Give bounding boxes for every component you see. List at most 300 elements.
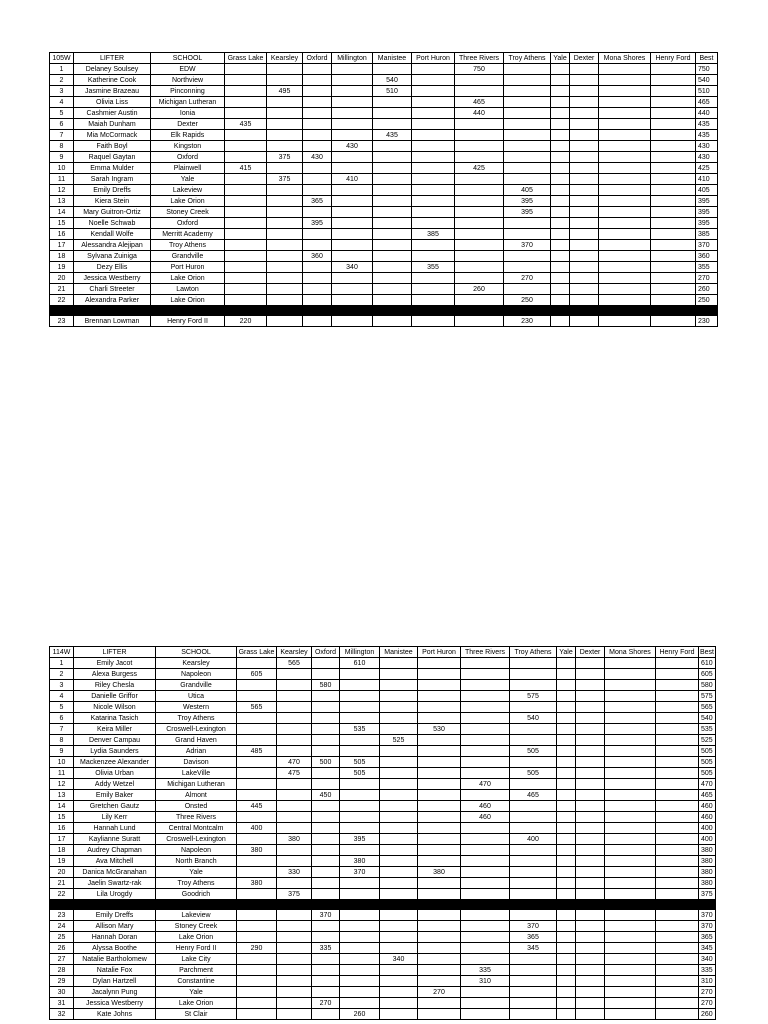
cell-millington <box>332 229 373 240</box>
cell-grass-lake <box>225 64 267 75</box>
cell-oxford <box>312 932 340 943</box>
cell-port-huron <box>412 284 455 295</box>
cell-manistee <box>373 316 412 327</box>
cell-henry-ford <box>651 251 696 262</box>
cell-school: Henry Ford II <box>156 943 237 954</box>
cell-millington <box>340 746 380 757</box>
cell-mona-shores <box>599 97 651 108</box>
cell-rank: 14 <box>50 801 74 812</box>
cell-millington <box>340 801 380 812</box>
cell-millington <box>340 976 380 987</box>
cell-mona-shores <box>605 943 656 954</box>
cell-best: 460 <box>699 801 716 812</box>
table-row <box>50 240 718 251</box>
cell-mona-shores <box>605 976 656 987</box>
table-row <box>50 251 718 262</box>
cell-best: 440 <box>696 108 718 119</box>
cell-henry-ford <box>656 910 699 921</box>
cell-yale <box>557 954 576 965</box>
table-row <box>50 823 716 834</box>
cell-manistee <box>380 932 418 943</box>
cell-grass-lake <box>225 240 267 251</box>
cell-yale <box>557 856 576 867</box>
table-row <box>50 669 716 680</box>
cell-kearsley <box>277 910 312 921</box>
cell-mona-shores <box>605 954 656 965</box>
cell-three-rivers <box>455 196 504 207</box>
table-row <box>50 196 718 207</box>
cell-port-huron <box>412 251 455 262</box>
cell-manistee <box>373 295 412 306</box>
cell-oxford <box>312 669 340 680</box>
cell-yale <box>557 768 576 779</box>
cell-dexter <box>570 97 599 108</box>
cell-millington <box>340 943 380 954</box>
cell-troy-athens <box>510 878 557 889</box>
cell-dexter <box>570 240 599 251</box>
cell-troy-athens <box>510 856 557 867</box>
cell-oxford <box>303 273 332 284</box>
cell-mona-shores <box>605 779 656 790</box>
cell-kearsley <box>267 64 303 75</box>
cell-millington <box>340 910 380 921</box>
cell-manistee <box>373 196 412 207</box>
cell-oxford <box>303 130 332 141</box>
cell-rank: 16 <box>50 823 74 834</box>
cell-lifter: Alexa Burgess <box>74 669 156 680</box>
cell-oxford: 270 <box>312 998 340 1009</box>
cell-henry-ford <box>656 867 699 878</box>
table-row <box>50 141 718 152</box>
cell-henry-ford <box>656 932 699 943</box>
cell-kearsley <box>267 163 303 174</box>
table-row <box>50 119 718 130</box>
cell-henry-ford <box>656 702 699 713</box>
cell-kearsley <box>267 119 303 130</box>
cell-rank: 25 <box>50 932 74 943</box>
cell-dexter <box>570 108 599 119</box>
cell-kearsley <box>277 965 312 976</box>
cell-troy-athens <box>510 965 557 976</box>
cell-mona-shores <box>599 240 651 251</box>
table-row <box>50 218 718 229</box>
cell-port-huron <box>418 702 461 713</box>
cell-oxford <box>312 724 340 735</box>
cell-rank: 24 <box>50 921 74 932</box>
cell-yale <box>557 801 576 812</box>
cell-mona-shores <box>599 141 651 152</box>
cell-port-huron <box>418 757 461 768</box>
cell-henry-ford <box>656 768 699 779</box>
cell-dexter <box>570 262 599 273</box>
ranking-table-114w <box>49 646 716 1020</box>
cell-grass-lake <box>225 196 267 207</box>
cell-port-huron <box>412 185 455 196</box>
cell-best: 395 <box>696 196 718 207</box>
cell-kearsley <box>267 316 303 327</box>
cell-manistee: 340 <box>380 954 418 965</box>
cell-school: Yale <box>151 174 225 185</box>
cell-kearsley: 330 <box>277 867 312 878</box>
cell-kearsley <box>277 735 312 746</box>
cell-rank: 5 <box>50 702 74 713</box>
cell-henry-ford <box>656 658 699 669</box>
cell-three-rivers <box>461 823 510 834</box>
cell-manistee <box>380 669 418 680</box>
cell-manistee <box>380 702 418 713</box>
cell-best: 395 <box>696 218 718 229</box>
cell-dexter <box>576 669 605 680</box>
cell-best: 405 <box>696 185 718 196</box>
cell-three-rivers <box>461 680 510 691</box>
cell-best: 380 <box>699 867 716 878</box>
cell-port-huron <box>418 812 461 823</box>
header-dexter: Dexter <box>570 53 599 64</box>
cell-best: 365 <box>699 932 716 943</box>
cell-dexter <box>570 141 599 152</box>
cell-best: 395 <box>696 207 718 218</box>
header-row <box>50 647 716 658</box>
cell-yale <box>557 932 576 943</box>
cell-lifter: Kate Johns <box>74 1009 156 1020</box>
cell-kearsley <box>277 932 312 943</box>
cell-mona-shores <box>605 845 656 856</box>
cell-grass-lake <box>237 735 277 746</box>
cell-rank: 19 <box>50 262 74 273</box>
cell-rank: 3 <box>50 86 74 97</box>
cell-millington <box>340 713 380 724</box>
cell-rank: 13 <box>50 790 74 801</box>
cell-port-huron <box>418 713 461 724</box>
cell-troy-athens: 270 <box>504 273 551 284</box>
cell-rank: 19 <box>50 856 74 867</box>
cell-yale <box>551 185 570 196</box>
cell-three-rivers: 465 <box>455 97 504 108</box>
cell-millington <box>340 823 380 834</box>
separator-bar <box>50 900 716 910</box>
cell-kearsley: 375 <box>277 889 312 900</box>
cell-millington <box>340 779 380 790</box>
cell-oxford <box>312 976 340 987</box>
cell-mona-shores <box>599 119 651 130</box>
cell-oxford <box>303 141 332 152</box>
cell-yale <box>551 196 570 207</box>
cell-troy-athens <box>504 262 551 273</box>
cell-manistee <box>373 218 412 229</box>
cell-lifter: Kaylianne Suratt <box>74 834 156 845</box>
cell-three-rivers: 750 <box>455 64 504 75</box>
cell-rank: 7 <box>50 724 74 735</box>
cell-dexter <box>576 998 605 1009</box>
cell-school: Croswell-Lexington <box>156 724 237 735</box>
header-troy-athens: Troy Athens <box>504 53 551 64</box>
cell-troy-athens <box>504 75 551 86</box>
cell-manistee <box>380 691 418 702</box>
cell-dexter <box>576 976 605 987</box>
cell-port-huron <box>412 295 455 306</box>
cell-grass-lake <box>225 130 267 141</box>
cell-rank: 8 <box>50 735 74 746</box>
table-row <box>50 921 716 932</box>
cell-kearsley <box>267 130 303 141</box>
cell-oxford <box>312 987 340 998</box>
cell-port-huron: 380 <box>418 867 461 878</box>
cell-port-huron: 385 <box>412 229 455 240</box>
cell-oxford: 335 <box>312 943 340 954</box>
cell-best: 380 <box>699 878 716 889</box>
cell-port-huron <box>412 174 455 185</box>
cell-mona-shores <box>605 713 656 724</box>
table-row <box>50 867 716 878</box>
cell-grass-lake <box>225 262 267 273</box>
cell-port-huron <box>412 240 455 251</box>
cell-port-huron <box>418 779 461 790</box>
cell-yale <box>551 163 570 174</box>
cell-kearsley <box>267 229 303 240</box>
cell-kearsley: 475 <box>277 768 312 779</box>
cell-school: North Branch <box>156 856 237 867</box>
cell-best: 340 <box>699 954 716 965</box>
cell-school: Grandville <box>151 251 225 262</box>
table-row <box>50 878 716 889</box>
cell-lifter: Gretchen Gautz <box>74 801 156 812</box>
cell-troy-athens <box>510 987 557 998</box>
cell-best: 505 <box>699 757 716 768</box>
cell-best: 310 <box>699 976 716 987</box>
cell-rank: 9 <box>50 746 74 757</box>
cell-manistee <box>380 889 418 900</box>
cell-yale <box>557 867 576 878</box>
cell-port-huron <box>412 130 455 141</box>
table-row <box>50 845 716 856</box>
cell-lifter: Olivia Liss <box>74 97 151 108</box>
table-row <box>50 185 718 196</box>
table-row <box>50 965 716 976</box>
cell-lifter: Jasmine Brazeau <box>74 86 151 97</box>
cell-kearsley <box>267 262 303 273</box>
table-row <box>50 262 718 273</box>
cell-school: Lake Orion <box>151 295 225 306</box>
cell-three-rivers <box>461 658 510 669</box>
cell-yale <box>551 108 570 119</box>
cell-yale <box>551 295 570 306</box>
cell-lifter: Audrey Chapman <box>74 845 156 856</box>
cell-port-huron <box>412 163 455 174</box>
cell-kearsley <box>277 801 312 812</box>
cell-best: 540 <box>699 713 716 724</box>
cell-yale <box>557 779 576 790</box>
cell-kearsley <box>277 823 312 834</box>
cell-rank: 29 <box>50 976 74 987</box>
cell-port-huron <box>418 943 461 954</box>
cell-troy-athens: 505 <box>510 768 557 779</box>
cell-port-huron <box>418 976 461 987</box>
cell-three-rivers <box>455 185 504 196</box>
cell-henry-ford <box>656 724 699 735</box>
cell-rank: 15 <box>50 812 74 823</box>
cell-troy-athens: 370 <box>504 240 551 251</box>
cell-manistee <box>380 998 418 1009</box>
cell-yale <box>557 1009 576 1020</box>
cell-best: 525 <box>699 735 716 746</box>
cell-troy-athens <box>510 1009 557 1020</box>
table-row <box>50 856 716 867</box>
cell-manistee <box>373 97 412 108</box>
cell-millington <box>332 86 373 97</box>
cell-port-huron <box>418 998 461 1009</box>
table-row <box>50 757 716 768</box>
cell-best: 430 <box>696 152 718 163</box>
cell-port-huron <box>418 790 461 801</box>
cell-lifter: Charli Streeter <box>74 284 151 295</box>
cell-troy-athens <box>504 284 551 295</box>
cell-yale <box>551 218 570 229</box>
cell-kearsley: 565 <box>277 658 312 669</box>
cell-port-huron <box>412 207 455 218</box>
cell-three-rivers <box>461 943 510 954</box>
table-row <box>50 64 718 75</box>
cell-school: Croswell-Lexington <box>156 834 237 845</box>
header-three-rivers: Three Rivers <box>461 647 510 658</box>
cell-three-rivers <box>461 932 510 943</box>
cell-millington <box>332 163 373 174</box>
cell-rank: 7 <box>50 130 74 141</box>
cell-mona-shores <box>605 856 656 867</box>
table-row <box>50 691 716 702</box>
cell-troy-athens <box>510 724 557 735</box>
cell-three-rivers <box>461 790 510 801</box>
cell-mona-shores <box>605 878 656 889</box>
cell-lifter: Danielle Griffor <box>74 691 156 702</box>
cell-kearsley <box>267 273 303 284</box>
cell-manistee <box>380 658 418 669</box>
cell-troy-athens <box>504 130 551 141</box>
cell-millington <box>340 965 380 976</box>
cell-yale <box>557 976 576 987</box>
cell-rank: 14 <box>50 207 74 218</box>
cell-millington: 610 <box>340 658 380 669</box>
cell-manistee <box>380 812 418 823</box>
cell-port-huron <box>418 691 461 702</box>
cell-henry-ford <box>656 812 699 823</box>
cell-kearsley: 375 <box>267 174 303 185</box>
cell-lifter: Ava Mitchell <box>74 856 156 867</box>
cell-grass-lake <box>237 921 277 932</box>
cell-yale <box>551 316 570 327</box>
cell-troy-athens <box>510 801 557 812</box>
cell-henry-ford <box>651 75 696 86</box>
cell-rank: 22 <box>50 889 74 900</box>
cell-rank: 30 <box>50 987 74 998</box>
header-best: Best <box>696 53 718 64</box>
cell-rank: 8 <box>50 141 74 152</box>
table-row <box>50 163 718 174</box>
cell-yale <box>557 669 576 680</box>
cell-yale <box>557 823 576 834</box>
cell-best: 375 <box>699 889 716 900</box>
cell-yale <box>557 812 576 823</box>
cell-mona-shores <box>599 174 651 185</box>
cell-oxford <box>312 878 340 889</box>
cell-grass-lake <box>237 768 277 779</box>
cell-mona-shores <box>605 746 656 757</box>
header-port-huron: Port Huron <box>418 647 461 658</box>
cell-port-huron <box>412 75 455 86</box>
cell-troy-athens <box>504 229 551 240</box>
cell-lifter: Jessica Westberry <box>74 998 156 1009</box>
cell-best: 270 <box>699 987 716 998</box>
cell-manistee <box>380 680 418 691</box>
table-row <box>50 746 716 757</box>
cell-lifter: Delaney Soulsey <box>74 64 151 75</box>
cell-grass-lake <box>237 691 277 702</box>
cell-manistee <box>380 834 418 845</box>
cell-three-rivers: 310 <box>461 976 510 987</box>
cell-school: LakeVille <box>156 768 237 779</box>
cell-best: 370 <box>696 240 718 251</box>
cell-school: Utica <box>156 691 237 702</box>
cell-grass-lake <box>237 834 277 845</box>
cell-school: Goodrich <box>156 889 237 900</box>
cell-troy-athens: 405 <box>504 185 551 196</box>
cell-port-huron <box>418 889 461 900</box>
cell-millington: 410 <box>332 174 373 185</box>
cell-oxford <box>303 316 332 327</box>
cell-dexter <box>576 658 605 669</box>
cell-school: Troy Athens <box>156 878 237 889</box>
cell-kearsley <box>267 75 303 86</box>
cell-manistee <box>380 823 418 834</box>
cell-kearsley <box>277 779 312 790</box>
cell-manistee <box>380 943 418 954</box>
cell-mona-shores <box>599 152 651 163</box>
cell-manistee <box>373 273 412 284</box>
cell-lifter: Emily Dreffs <box>74 185 151 196</box>
cell-three-rivers: 335 <box>461 965 510 976</box>
cell-dexter <box>576 889 605 900</box>
cell-yale <box>557 834 576 845</box>
cell-best: 505 <box>699 746 716 757</box>
cell-school: Port Huron <box>151 262 225 273</box>
cell-school: Lakeview <box>151 185 225 196</box>
cell-troy-athens <box>504 64 551 75</box>
cell-kearsley <box>277 921 312 932</box>
cell-grass-lake <box>225 152 267 163</box>
cell-yale <box>557 878 576 889</box>
cell-rank: 4 <box>50 691 74 702</box>
cell-grass-lake <box>237 1009 277 1020</box>
cell-best: 380 <box>699 845 716 856</box>
cell-port-huron <box>418 910 461 921</box>
cell-port-huron <box>412 97 455 108</box>
cell-rank: 3 <box>50 680 74 691</box>
cell-mona-shores <box>599 251 651 262</box>
cell-kearsley <box>277 998 312 1009</box>
cell-kearsley <box>277 856 312 867</box>
table-row <box>50 768 716 779</box>
cell-troy-athens: 365 <box>510 932 557 943</box>
cell-three-rivers <box>455 218 504 229</box>
cell-yale <box>551 273 570 284</box>
cell-troy-athens: 575 <box>510 691 557 702</box>
cell-grass-lake <box>225 108 267 119</box>
cell-manistee <box>380 746 418 757</box>
cell-best: 580 <box>699 680 716 691</box>
cell-rank: 10 <box>50 757 74 768</box>
cell-port-huron <box>418 801 461 812</box>
table-row <box>50 889 716 900</box>
cell-kearsley <box>277 812 312 823</box>
